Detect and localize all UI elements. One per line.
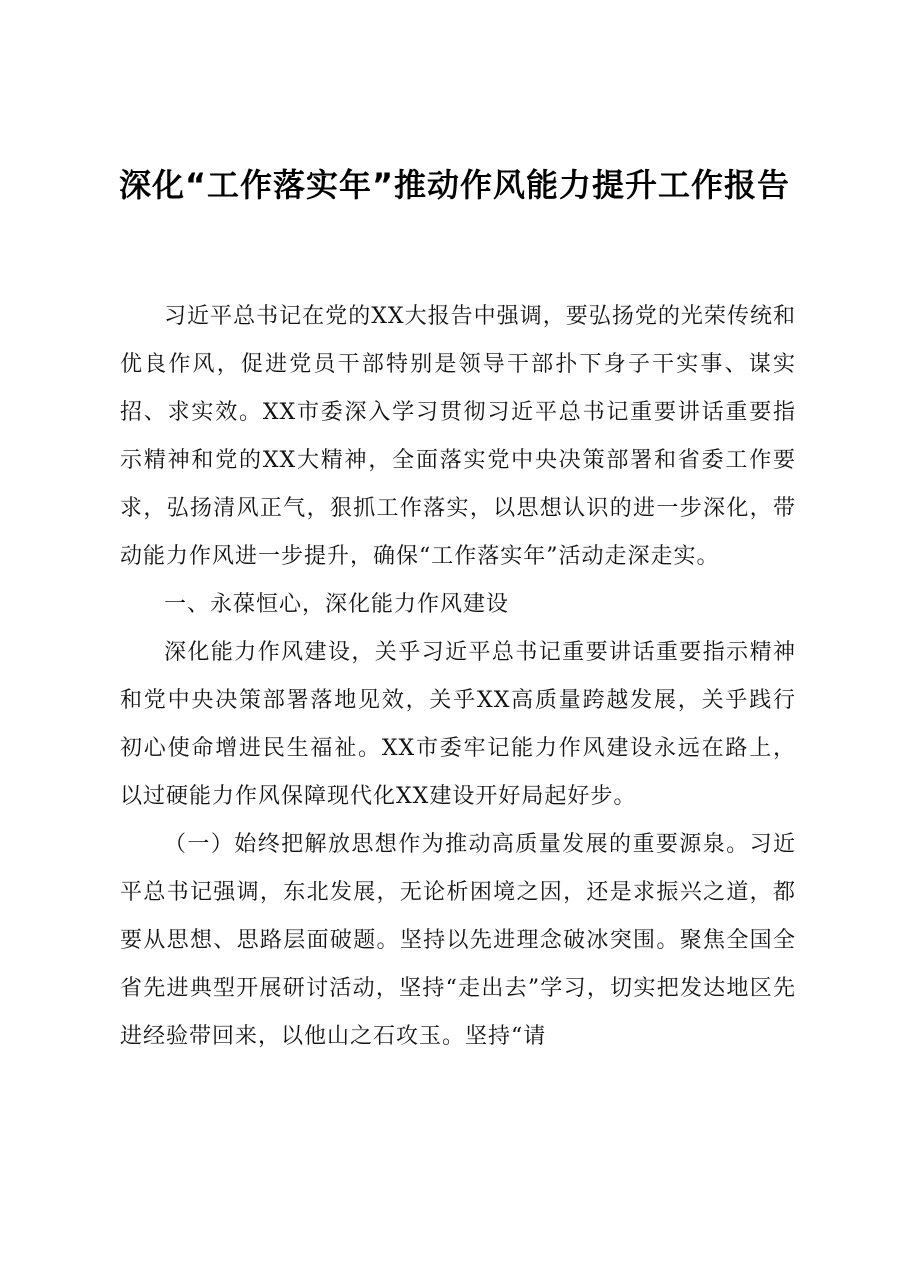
- paragraph-section-1: 深化能力作风建设，关乎习近平总书记重要讲话重要指示精神和党中央决策部署落地见效，关乎XX高质量跨越发展，关乎践行初心使命增进民生福祉。XX市委牢记能力作风建设永远在路上，以过硬能力作风保障现代化XX建设开好局起好步。: [120, 640, 796, 809]
- document-body: [120, 293, 796, 1061]
- document-title: 深化“工作落实年”推动作风能力提升工作报告: [118, 166, 791, 204]
- section-heading-1: 一、永葆恒心，深化能力作风建设: [164, 592, 510, 617]
- paragraph-subsection-1: （一）始终把解放思想作为推动高质量发展的重要源泉。习近平总书记强调，东北发展，无论析困境之因，还是求振兴之道，都要从思想、思路层面破题。坚持以先进理念破冰突围。聚焦全国全省先进典型开展研讨活动，坚持“走出去”学习，切实把发达地区先进经验带回来，以他山之石攻玉。坚持“请: [120, 832, 796, 1049]
- paragraph-intro: 习近平总书记在党的XX大报告中强调，要弘扬党的光荣传统和优良作风，促进党员干部特别是领导干部扑下身子干实事、谋实招、求实效。XX市委深入学习贯彻习近平总书记重要讲话重要指示精神和党的XX大精神，全面落实党中央决策部署和省委工作要求，弘扬清风正气，狠抓工作落实，以思想认识的进一步深化，带动能力作风进一步提升，确保“工作落实年”活动走深走实。: [120, 304, 796, 569]
